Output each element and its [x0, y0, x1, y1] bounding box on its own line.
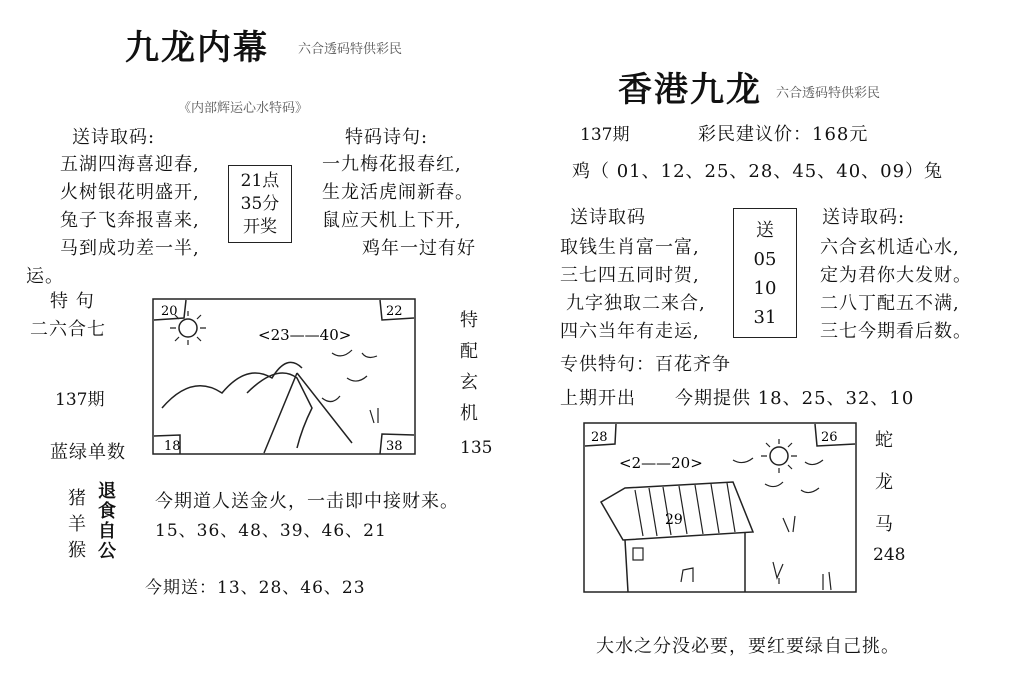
right-side-char: 龙 — [875, 472, 893, 493]
left-special-line: 鸡年一过有好 — [362, 238, 476, 259]
left-side-char: 机 — [460, 403, 478, 424]
right-poem-heading-left: 送诗取码 — [570, 207, 646, 228]
left-period: 137期 — [55, 390, 105, 410]
right-poem-right-line: 定为君你大发财。 — [820, 265, 972, 286]
left-title: 九龙内幕 — [125, 28, 269, 68]
send-box-line: 31 — [753, 307, 777, 328]
left-poem-line: 火树银花明盛开, — [60, 182, 200, 203]
right-side-char: 马 — [875, 514, 893, 535]
left-daoren-numbers: 15、36、48、39、46、21 — [155, 521, 387, 541]
right-special-phrase: 专供特句：百花齐争 — [560, 354, 731, 375]
left-phrase: 二六合七 — [30, 319, 106, 340]
left-special-continuation: 运。 — [26, 266, 64, 287]
left-animals — [68, 486, 86, 564]
left-daoren: 今期道人送金火，一击即中接财来。 — [155, 491, 459, 512]
left-special-line: 一九梅花报春红, — [322, 154, 462, 175]
send-box — [733, 208, 797, 338]
right-poem-right-line: 二八丁配五不满, — [820, 293, 960, 314]
left-side-number: 135 — [460, 438, 493, 458]
right-poem-right-line: 三七今期看后数。 — [820, 321, 972, 342]
left-sketch-label-bottom-right: 38 — [386, 439, 403, 454]
draw-time-line: 35分 — [240, 194, 280, 214]
left-sketch-label-top-right: 22 — [386, 304, 403, 319]
animal-side-char: 公 — [98, 541, 116, 562]
left-send-numbers: 今期送：13、28、46、23 — [145, 578, 366, 598]
animal: 猪 — [68, 488, 86, 509]
send-box-line: 05 — [753, 249, 777, 270]
animal: 猴 — [68, 540, 86, 561]
right-title: 香港九龙 — [618, 70, 762, 110]
right-side-char: 蛇 — [875, 430, 893, 451]
right-sketch-label-top-right: 26 — [821, 430, 838, 445]
draw-time-line: 21点 — [240, 171, 280, 191]
left-sketch — [152, 298, 417, 456]
right-poem-left-line: 四六当年有走运, — [560, 321, 700, 342]
left-poem-line: 五湖四海喜迎春, — [60, 154, 200, 175]
left-poem-line: 马到成功差一半, — [60, 238, 200, 259]
left-sketch-label-top-left: 20 — [161, 304, 178, 319]
right-poem-left-line: 取钱生肖富一富, — [560, 237, 700, 258]
right-poem-left-line: 三七四五同时贺, — [560, 265, 700, 286]
left-side-char: 特 — [460, 310, 478, 331]
left-sketch-label-bottom-left: 18 — [164, 439, 181, 454]
right-side-vertical — [873, 420, 895, 546]
send-box-line: 送 — [756, 220, 774, 241]
send-box-line: 10 — [753, 278, 777, 299]
draw-time-line: 开奖 — [243, 217, 277, 237]
left-color-note: 蓝绿单数 — [50, 442, 126, 463]
right-sketch-label-roof: 29 — [665, 512, 683, 528]
left-special-line: 生龙活虎闹新春。 — [322, 182, 474, 203]
left-sketch-label-middle: <23——40> — [258, 326, 352, 344]
right-side-number: 248 — [873, 545, 906, 565]
animal-side-char: 食 — [98, 501, 116, 522]
animal-side-char: 退 — [98, 481, 116, 502]
left-poem-heading: 送诗取码: — [72, 127, 156, 148]
right-chicken-line: 鸡（ 01、12、25、28、45、40、09）兔 — [572, 161, 944, 182]
left-poem-line: 兔子飞奔报喜来, — [60, 210, 200, 231]
left-side-char: 玄 — [460, 372, 478, 393]
draw-time-box — [228, 165, 292, 243]
right-sketch-label-middle: <2——20> — [619, 454, 703, 472]
right-sketch — [583, 422, 858, 594]
right-offer: 今期提供 18、25、32、10 — [675, 388, 915, 409]
right-sketch-label-top-left: 28 — [591, 430, 608, 445]
left-title-sub: 六合透码特供彩民 — [298, 42, 403, 57]
left-special-line: 鼠应天机上下开, — [322, 210, 462, 231]
left-animal-side — [98, 482, 116, 562]
right-period: 137期 — [580, 125, 630, 145]
animal: 羊 — [68, 514, 86, 535]
right-poem-heading-right: 送诗取码: — [822, 207, 906, 228]
right-footer: 大水之分没必要，要红要绿自己挑。 — [596, 636, 900, 657]
left-special-heading: 特码诗句: — [345, 127, 429, 148]
right-poem-left-line: 九字独取二来合, — [566, 293, 706, 314]
right-last-period: 上期开出 — [560, 388, 636, 409]
left-phrase-label: 特 句 — [50, 291, 95, 312]
right-poem-right-line: 六合玄机适心水, — [820, 237, 960, 258]
right-price: 彩民建议价：168元 — [698, 124, 869, 145]
left-side-char: 配 — [460, 341, 478, 362]
animal-side-char: 自 — [98, 521, 116, 542]
left-side-vertical — [458, 305, 480, 429]
right-title-sub: 六合透码特供彩民 — [776, 86, 881, 101]
left-note: 《内部辉运心水特码》 — [178, 101, 309, 116]
